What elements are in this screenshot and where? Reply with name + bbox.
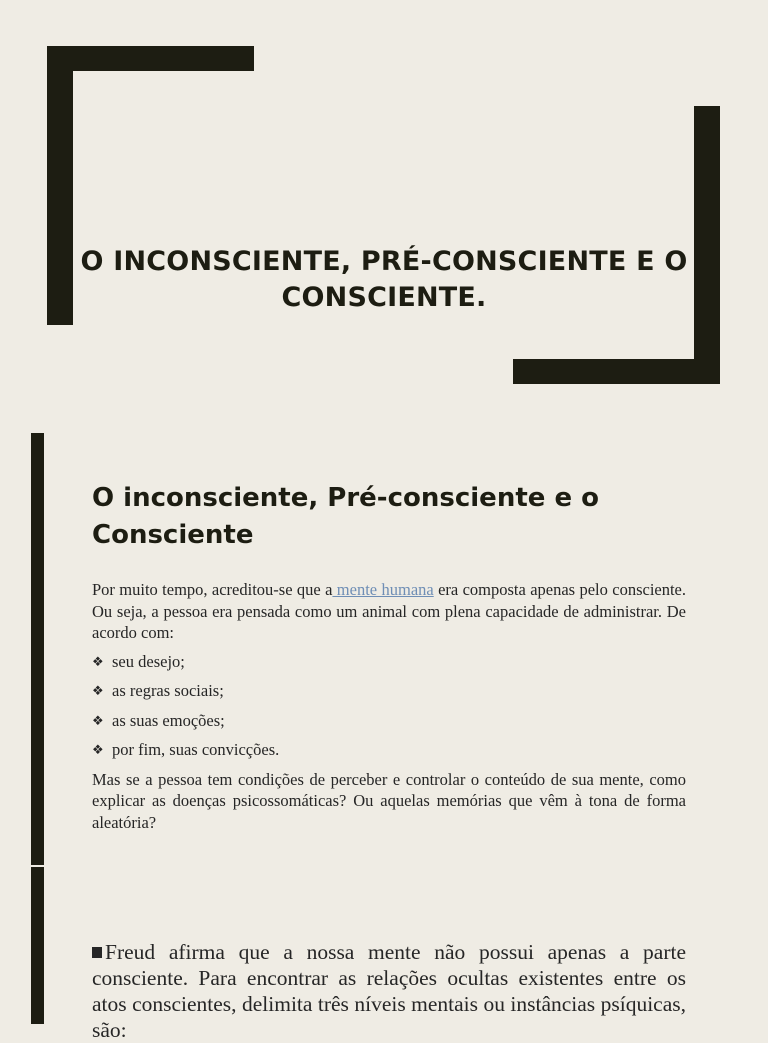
mente-humana-link[interactable]: mente humana — [332, 580, 434, 599]
slide2-accent-bar — [31, 433, 44, 865]
list-item — [92, 706, 686, 736]
list-item — [92, 647, 686, 677]
diamond-bullet-icon: ❖ — [92, 653, 104, 669]
slide-title-line-2: CONSCIENTE. — [281, 282, 487, 313]
frame-top-left-vertical — [47, 46, 73, 325]
frame-bottom-right-vertical — [694, 106, 720, 384]
closing-paragraph: Mas se a pessoa tem condições de perceber e controlar o conteúdo de sua mente, como explicar as doenças psicossomáticas? Ou aquelas memórias que vêm à tona de forma aleatória? — [92, 769, 686, 832]
frame-top-left-horizontal — [47, 46, 254, 71]
list-item — [92, 735, 686, 765]
list-item-text: por fim, suas convicções. — [112, 740, 280, 759]
content-title-line-2: Consciente — [92, 520, 254, 550]
content-title-line-1: O inconsciente, Pré-consciente e o — [92, 483, 599, 513]
square-bullet-icon — [92, 947, 102, 958]
bullet-list — [92, 647, 686, 765]
intro-paragraph — [92, 579, 686, 644]
frame-bottom-right-horizontal — [513, 359, 720, 384]
title-slide — [0, 0, 768, 432]
content-title — [92, 480, 692, 554]
list-item-text: as suas emoções; — [112, 710, 225, 730]
list-item-text: seu desejo; — [112, 651, 185, 671]
diamond-bullet-icon: ❖ — [92, 712, 104, 728]
slide-title-line-1: O INCONSCIENTE, PRÉ-CONSCIENTE E O — [80, 246, 688, 277]
list-item — [92, 676, 686, 706]
list-item-text: as regras sociais; — [112, 681, 224, 700]
slide3-accent-bar — [31, 867, 44, 1024]
freud-text: Freud afirma que a nossa mente não possui apenas a parte consciente. Para encontrar as relações ocultas existentes entre os atos conscientes, delimita três níveis mentais ou instâncias psíquicas, são: — [92, 940, 686, 1042]
freud-paragraph — [92, 939, 686, 1043]
content-body — [92, 579, 686, 833]
slide-title — [80, 244, 688, 316]
diamond-bullet-icon: ❖ — [92, 683, 104, 698]
diamond-bullet-icon: ❖ — [92, 742, 104, 757]
intro-text: Por muito tempo, acreditou-se que a — [92, 580, 333, 599]
intro-text-continued: era composta apenas pelo consciente. Ou seja, a pessoa era pensada como um animal com plena capacidade de administrar. De acordo com: — [92, 580, 687, 642]
